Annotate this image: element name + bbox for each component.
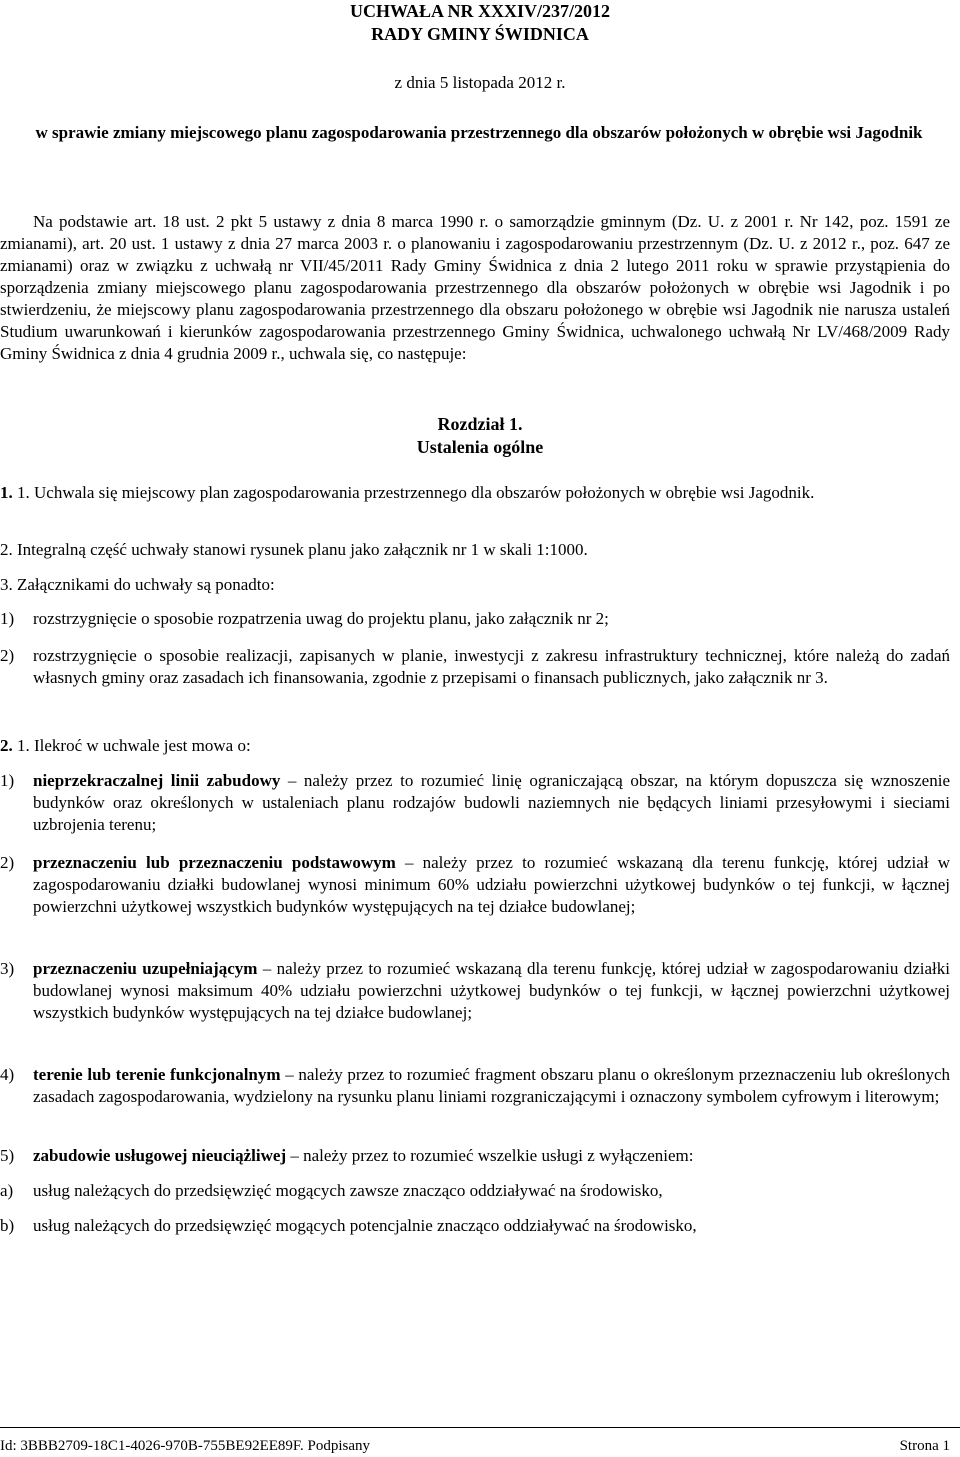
sub-item [0,1215,950,1237]
definition-term: terenie lub terenie funkcjonalnym [33,1065,281,1084]
paragraph-1-point-1 [0,482,950,504]
definition-number: 4) [0,1065,15,1084]
sub-item-letter: a) [0,1181,14,1200]
definition-item [0,1145,950,1167]
definition-item [0,1064,950,1108]
chapter-heading [0,413,960,459]
sub-item-text: usług należących do przedsięwzięć mogących zawsze znacząco oddziaływać na środowisko, [33,1181,663,1200]
definition-item [0,770,950,836]
council-name: RADY GMINY ŚWIDNICA [371,24,589,44]
point-text: Uchwala się miejscowy plan zagospodarowania przestrzennego dla obszarów położonych w obrębie wsi Jagodnik. [34,483,815,502]
list-item [0,645,950,689]
definition-text: – należy przez to rozumieć wszelkie usługi z wyłączeniem: [286,1146,694,1165]
paragraph-number: 2. [0,736,13,755]
paragraph-2-point-1 [0,735,950,757]
list-item [0,608,950,630]
sub-item-text: usług należących do przedsięwzięć mogących potencjalnie znacząco oddziaływać na środowisko, [33,1216,697,1235]
legal-basis-text: Na podstawie art. 18 ust. 2 pkt 5 ustawy z dnia 8 marca 1990 r. o samorządzie gminnym (Dz. U. z 2001 r. Nr 142, poz. 1591 ze zmianami), art. 20 ust. 1 ustawy z dnia 27 marca 2003 r. o planowaniu i zagospodarowaniu przestrzennym (Dz. U. z 2012 r., poz. 647 ze zmianami) oraz w związku z uchwałą nr VII/45/2011 Rady Gminy Świdnica z dnia 2 lutego 2011 roku w sprawie przystąpienia do sporządzenia zmiany miejscowego planu zagospodarowania przestrzennego dla obszarów położonych w obrębie wsi Jagodnik i po stwierdzeniu, że miejscowy planu zagospodarowania przestrzennego dla obszaru położonego w obrębie wsi Jagodnik nie narusza ustaleń Studium uwarunkowań i kierunków zagospodarowania przestrzennego Gminy Świdnica, uchwalonego uchwałą Nr LV/468/2009 Rady Gminy Świdnica z dnia 4 grudnia 2009 r., uchwala się, co następuje: [0,212,950,363]
definition-term: zabudowie usługowej nieuciążliwej [33,1146,287,1165]
list-item-text: rozstrzygnięcie o sposobie realizacji, zapisanych w planie, inwestycji z zakresu infrastruktury technicznej, które należą do zadań własnych gminy oraz zasadach ich finansowania, zgodnie z przepisami o finansach publicznych, jako załącznik nr 3. [33,646,950,687]
definition-number: 5) [0,1146,15,1165]
resolution-subject: w sprawie zmiany miejscowego planu zagospodarowania przestrzennego dla obszarów położonych w obrębie wsi Jagodnik [35,123,923,142]
point-number: 1. [17,483,30,502]
point-number: 1. [17,736,30,755]
point-text: Ilekroć w uchwale jest mowa o: [34,736,251,755]
definition-number: 3) [0,959,15,978]
legal-basis-paragraph [0,211,950,365]
chapter-subtitle: Ustalenia ogólne [416,437,544,457]
resolution-date: z dnia 5 listopada 2012 r. [394,73,566,92]
definition-term: przeznaczeniu lub przeznaczeniu podstawowym [33,853,396,872]
definition-text: – należy przez to rozumieć wskazaną dla terenu funkcję, której udział w zagospodarowaniu działki budowlanej wynosi maksimum 40% udziału powierzchni użytkowej budynków o tej funkcji, w łącznej powierzchni użytkowej wszystkich budynków występujących na tej działce budowlanej; [33,959,950,1022]
sub-item-letter: b) [0,1216,15,1235]
list-item-text: rozstrzygnięcie o sposobie rozpatrzenia uwag do projektu planu, jako załącznik nr 2; [33,609,609,628]
footer-divider [0,1427,960,1428]
paragraph-1-point-2: 2. Integralną część uchwały stanowi rysunek planu jako załącznik nr 1 w skali 1:1000. [0,540,588,559]
paragraph-number: 1. [0,483,13,502]
definition-text: – należy przez to rozumieć wskazaną dla terenu funkcję, której udział w zagospodarowaniu działki budowlanej wynosi minimum 60% udziału powierzchni użytkowej budynków o tej funkcji, w łącznej powierzchni użytkowej wszystkich budynków występujących na tej działce budowlanej; [33,853,950,916]
page-number: Strona 1 [899,1438,950,1454]
definition-number: 1) [0,771,15,790]
resolution-title [0,0,960,46]
list-item-number: 1) [0,609,15,628]
definition-item [0,958,950,1024]
sub-item [0,1180,950,1202]
chapter-title: Rozdział 1. [437,414,523,434]
definition-item [0,852,950,918]
resolution-number: UCHWAŁA NR XXXIV/237/2012 [349,1,610,21]
document-id: Id: 3BBB2709-18C1-4026-970B-755BE92EE89F. Podpisany [0,1438,371,1454]
definition-text: – należy przez to rozumieć fragment obszaru planu o określonym przeznaczeniu lub określonych zasadach zagospodarowania, wydzielony na rysunku planu liniami rozgraniczającymi i oznaczony symbolem cyfrowym i literowym; [33,1065,950,1106]
paragraph-1-point-3: 3. Załącznikami do uchwały są ponadto: [0,575,275,594]
definition-text: – należy przez to rozumieć linię ograniczającą obszar, na którym dopuszcza się wznoszenie budynków oraz określonych w ustaleniach planu rodzajów budowli naziemnych nie będących liniami przesyłowymi i sieciami uzbrojenia terenu; [33,771,950,834]
definition-term: nieprzekraczalnej linii zabudowy [33,771,281,790]
list-item-number: 2) [0,646,15,665]
definition-term: przeznaczeniu uzupełniającym [33,959,258,978]
definition-number: 2) [0,853,15,872]
